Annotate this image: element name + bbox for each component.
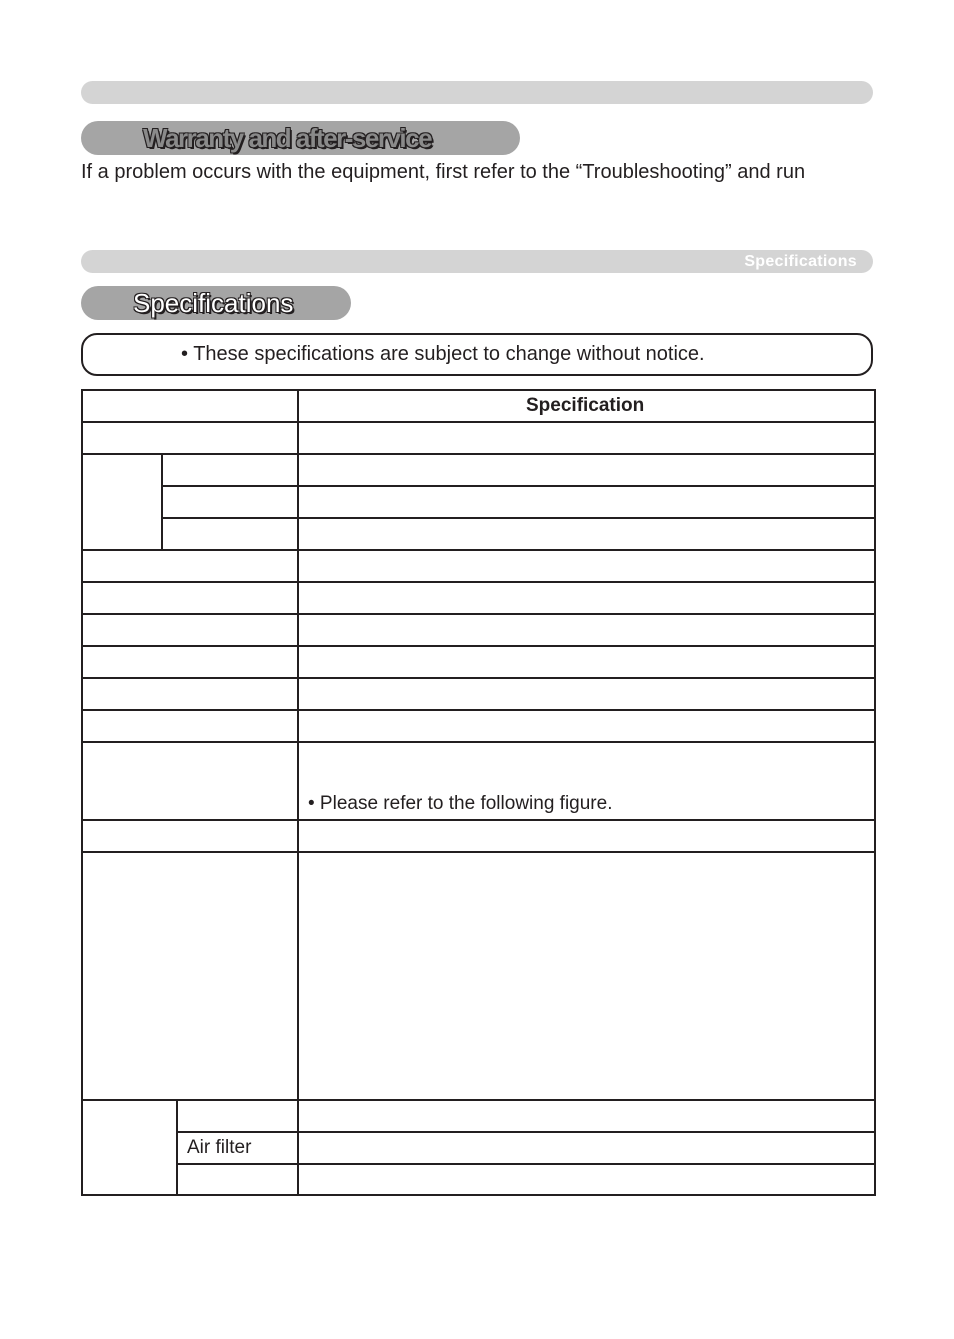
column-divider [176,1099,178,1196]
table-border [81,389,83,1196]
warranty-title: Warranty and after-service [143,123,432,153]
column-divider [161,453,163,549]
row-divider [81,613,876,615]
notice-box [81,333,873,376]
row-divider [81,741,876,743]
air-filter-label: Air filter [187,1137,252,1158]
row-divider [81,1099,876,1101]
section-title-pill [81,286,351,320]
header-bar [81,81,873,104]
specifications-table [81,389,876,1196]
row-divider [161,485,876,487]
notice-text: • These specifications are subject to change without notice. [181,343,705,365]
warranty-text: If a problem occurs with the equipment, first refer to the “Troubleshooting” and run [81,161,806,183]
section-title-pill [81,121,520,155]
table-border [81,1194,876,1196]
table-border [874,389,876,1196]
table-header-specification: Specification [526,395,645,416]
row-divider [81,819,876,821]
row-divider [176,1131,876,1133]
row-divider [81,851,876,853]
row-divider [81,549,876,551]
specifications-title: Specifications [133,288,294,318]
table-border [81,389,876,391]
row-divider [161,517,876,519]
row-divider [176,1163,876,1165]
figure-note: • Please refer to the following figure. [308,793,613,814]
row-divider [81,453,876,455]
row-divider [81,581,876,583]
section-header-bar [81,250,873,273]
row-divider [81,709,876,711]
row-divider [81,645,876,647]
column-divider [297,389,299,1196]
section-header-label: Specifications [744,253,857,270]
row-divider [81,677,876,679]
row-divider [81,421,876,423]
